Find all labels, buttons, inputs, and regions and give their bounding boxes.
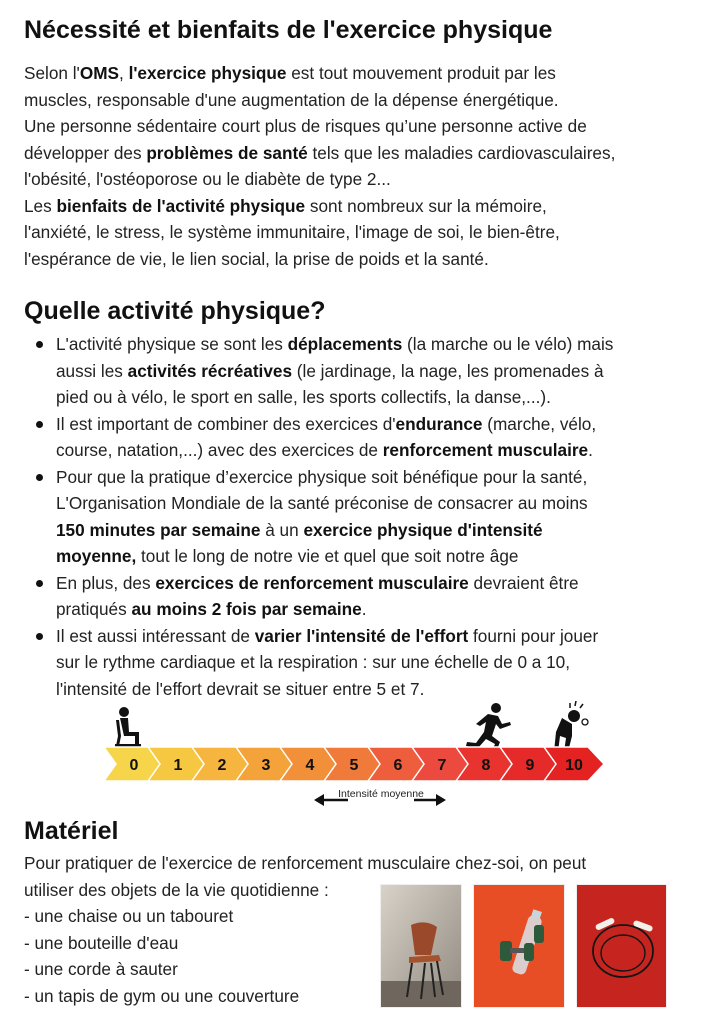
scale-level-label: 3 [261, 757, 271, 774]
materiel-list [24, 903, 384, 1009]
section-title-activite: Quelle activité physique? [24, 297, 326, 325]
bold-term: moyenne, [56, 546, 137, 566]
materiel-item: - un tapis de gym ou une couverture [24, 985, 300, 1006]
materiel-item: - une corde à sauter [24, 959, 178, 979]
bold-term: exercice physique d'intensité [303, 519, 543, 540]
bold-term: problèmes de santé [146, 142, 308, 163]
bullet-line: En plus, des exercices de renforcement musculaire devraient être [56, 572, 579, 593]
intensity-scale [0, 700, 724, 810]
section-title-materiel: Matériel [24, 817, 119, 845]
bold-term: au moins 2 fois par semaine [131, 599, 362, 619]
materiel-intro-line: utiliser des objets de la vie quotidienne : [24, 879, 329, 900]
bullet-line: 150 minutes par semaine à un exercice physique d'intensité [56, 519, 543, 540]
bold-term: varier l'intensité de l'effort [254, 625, 469, 646]
scale-level-label: 6 [393, 757, 403, 774]
scale-level-label: 0 [129, 757, 139, 774]
sitting-person-icon [115, 707, 141, 747]
bullet-line: pied ou à vélo, le sport en salle, les sports collectifs, la danse,...). [56, 387, 551, 407]
scale-level-label: 8 [481, 757, 491, 774]
bullet-line: aussi les activités récréatives (le jardinage, la nage, les promenades à [56, 360, 604, 381]
bold-term: exercices de renforcement musculaire [155, 572, 469, 593]
moderate-intensity-label: Intensité moyenne [338, 788, 424, 800]
bullet-item [24, 570, 708, 623]
bienfaits-paragraph [24, 60, 708, 272]
materiel-intro-line: Pour pratiquer de l'exercice de renforcement musculaire chez-soi, on peut [24, 853, 587, 873]
bold-term: endurance [395, 413, 483, 434]
bullet-line: Il est aussi intéressant de varier l'intensité de l'effort fourni pour jouer [56, 625, 599, 646]
paragraph-line: muscles, responsable d'une augmentation de la dépense énergétique. [24, 89, 559, 110]
materiel-item: - une chaise ou un tabouret [24, 906, 234, 926]
jump-rope-photo [576, 884, 667, 1008]
bullet-line: moyenne, tout le long de notre vie et quel que soit notre âge [56, 546, 519, 566]
bullet-item [24, 623, 708, 703]
bold-term: bienfaits de l'activité physique [56, 195, 306, 216]
bullet-line: L'Organisation Mondiale de la santé préconise de consacrer au moins [56, 493, 588, 513]
bullet-item [24, 331, 708, 411]
bold-term: OMS [79, 63, 119, 83]
bullet-line: l'intensité de l'effort devrait se situer entre 5 et 7. [56, 678, 425, 699]
bold-term: déplacements [287, 334, 403, 354]
scale-level-label: 9 [525, 757, 535, 774]
paragraph-line: Les bienfaits de l'activité physique sont nombreux sur la mémoire, [24, 195, 547, 216]
section-title-bienfaits: Nécessité et bienfaits de l'exercice physique [24, 16, 553, 44]
paragraph-line: l'obésité, l'ostéoporose ou le diabète de type 2... [24, 169, 391, 189]
scale-level-label: 7 [437, 757, 447, 774]
runner-icon [466, 703, 511, 752]
materiel-item: - une bouteille d'eau [24, 932, 179, 953]
bold-term: activités récréatives [127, 360, 293, 381]
bold-term: renforcement musculaire [382, 440, 589, 460]
paragraph-line: l'anxiété, le stress, le système immunitaire, l'image de soi, le bien-être, [24, 222, 560, 242]
exhausted-person-icon [554, 701, 588, 752]
bullet-line: sur le rythme cardiaque et la respiration : sur une échelle de 0 a 10, [56, 652, 571, 672]
scale-level-label: 4 [305, 757, 315, 774]
scale-level-label: 1 [173, 757, 183, 774]
bullet-item [24, 411, 708, 464]
water-bottle-weights-photo [473, 884, 565, 1008]
scale-level-label: 2 [217, 757, 227, 774]
bullet-line: Pour que la pratique d’exercice physique soit bénéfique pour la santé, [56, 466, 588, 487]
scale-level-label: 5 [349, 757, 359, 774]
scale-level-label: 10 [565, 757, 583, 774]
bold-term: l'exercice physique [128, 63, 287, 83]
bullet-line: pratiqués au moins 2 fois par semaine. [56, 599, 367, 619]
bullet-line: L'activité physique se sont les déplacements (la marche ou le vélo) mais [56, 334, 614, 354]
paragraph-line: Une personne sédentaire court plus de risques qu’une personne active de [24, 116, 587, 136]
bullet-line: Il est important de combiner des exercices d'endurance (marche, vélo, [56, 413, 597, 434]
paragraph-line: l'espérance de vie, le lien social, la prise de poids et la santé. [24, 248, 489, 269]
chair-photo [380, 884, 462, 1008]
paragraph-line: Selon l'OMS, l'exercice physique est tout mouvement produit par les [24, 63, 556, 83]
bullet-line: course, natation,...) avec des exercices de renforcement musculaire. [56, 440, 593, 460]
bold-term: 150 minutes par semaine [56, 519, 261, 540]
bullet-item [24, 464, 708, 570]
activity-bullet-list [24, 331, 708, 702]
moderate-intensity-arrows [314, 788, 446, 806]
paragraph-line: développer des problèmes de santé tels que les maladies cardiovasculaires, [24, 142, 616, 163]
